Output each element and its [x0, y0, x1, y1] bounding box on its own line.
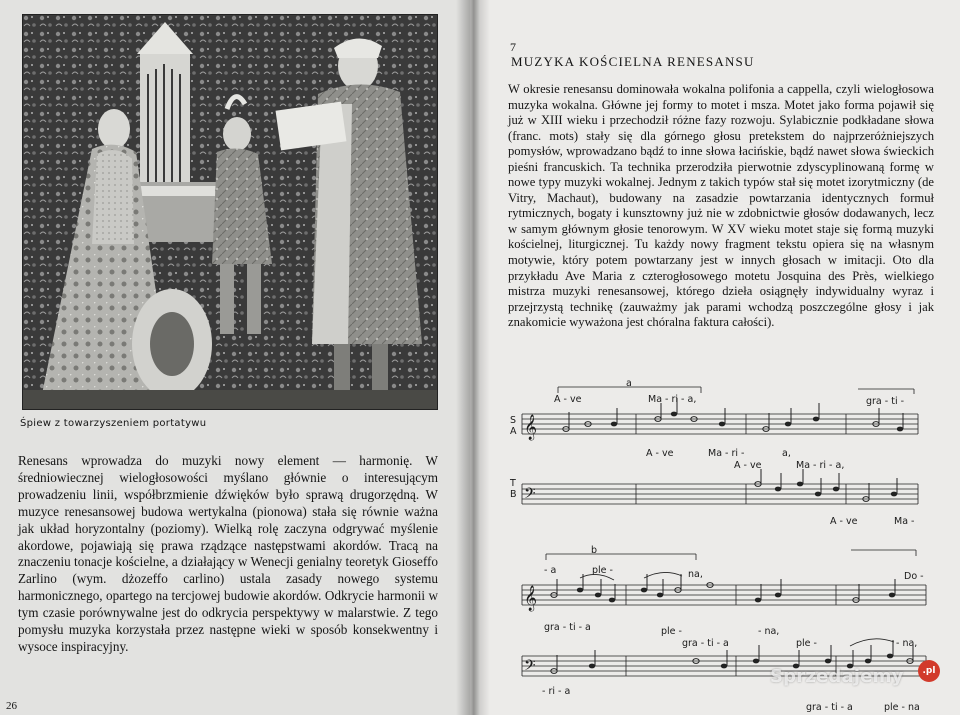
- lyrics-s1-low-2: Ma -: [894, 516, 915, 527]
- voice-label-b: B: [510, 489, 517, 500]
- watermark-badge: .pl: [918, 660, 940, 682]
- chapter-title: MUZYKA KOŚCIELNA RENESANSU: [511, 54, 755, 69]
- voice-label-t: T: [510, 478, 516, 489]
- lyrics-s2-top-1: - a: [544, 565, 557, 576]
- lyrics-s1-mid2-1: A - ve: [734, 460, 762, 471]
- lyrics-s2-low-1: - ri - a: [542, 686, 571, 697]
- lyrics-s2-mid2-2: ple -: [796, 638, 817, 649]
- lyrics-s2-mid2-3: - na,: [896, 638, 918, 649]
- lyrics-s1-mid-2: Ma - ri -: [708, 448, 745, 459]
- chapter-number: 7: [510, 40, 516, 54]
- lyrics-s2-top-3: na,: [688, 569, 703, 580]
- treble-clef-2: 𝄞: [524, 586, 538, 611]
- right-body-text: [508, 82, 934, 331]
- bass-clef-2: 𝄢: [524, 657, 536, 678]
- lyrics-s1-top-2: Ma - ri - a,: [648, 394, 697, 405]
- score-svg: [496, 372, 936, 715]
- lyrics-s2-mid-2: ple -: [661, 626, 682, 637]
- staff-bass-1: [522, 484, 918, 504]
- lyrics-s1-mid2-2: Ma - ri - a,: [796, 460, 845, 471]
- voice-label-s: S: [510, 415, 517, 426]
- lyrics-s2-low-2: gra - ti - a: [806, 702, 853, 713]
- music-score: [496, 372, 936, 715]
- lyrics-s2-top-4: Do -: [904, 571, 924, 582]
- lyrics-s2-mid-1: gra - ti - a: [544, 622, 591, 633]
- left-body-text: [18, 453, 438, 656]
- page-number-left: 26: [6, 700, 17, 712]
- bass-clef-1: 𝄢: [524, 485, 536, 506]
- section-bracket-a: [558, 378, 914, 394]
- section-bracket-b: [546, 545, 916, 560]
- treble-clef-1: 𝄞: [524, 415, 538, 440]
- tapestry-illustration: [22, 14, 438, 410]
- lyrics-s1-low-1: A - ve: [830, 516, 858, 527]
- lyrics-s2-mid2-1: gra - ti - a: [682, 638, 729, 649]
- section-label-b: b: [591, 545, 598, 556]
- lyrics-s1-mid-3: a,: [782, 448, 791, 459]
- lyrics-s2-top-2: ple -: [592, 565, 613, 576]
- lyrics-s1-mid-1: A - ve: [646, 448, 674, 459]
- lyrics-s2-low-3: ple - na: [884, 702, 920, 713]
- notes-staff-2: [755, 469, 897, 501]
- lyrics-s1-top-3: gra - ti -: [866, 396, 905, 407]
- left-page: [0, 0, 470, 715]
- paragraph-motet: W okresie renesansu dominowała wokalna polifonia a cappella, czyli wielogłosowa muzyka wokalna. Główne jej formy to motet i msza. Motet jako forma pojawił się już w XIII wieku i przechodził różne fazy rozwoju. Sylabicznie podkładane słowa (franc. mots) stały się dla górnego głosu pretekstem do najprzeróżniejszych pomysłów, wprowadzano bądź to inne słowa łacińskie, bądź nawet słowa świeckich pieśni francuskich. Ta technika przerodziła pierwotnie zdyscyplinowaną formę w nowe typy muzyki wokalnej. Jednym z takich typów stał się motet izorytmiczny (de Vitry, Machaut), budowany na zasadzie powtarzania identycznych formuł rytmicznych, bogaty i kunsztowny już nie w zdobnictwie głosów dodawanych, lecz w samym głównym głosie tenorowym. W XV wieku motet staje się formą muzyki kościelnej, liturgicznej. Tu każdy nowy fragment tekstu opiera się na własnym motywie, który potem powtarzany jest w innych głosach w imitacji. Oto dla przykładu Ave Maria z czterogłosowego motetu Josquina des Près, wielkiego mistrza muzyki renesansowej, którego dzieła osiągnęły indywidualny wyraz i przejrzystą technikę (zauważmy jak parami wchodzą poszczególne głosy i jak znakomicie wyważona jest chóralna faktura całości).: [508, 82, 934, 330]
- illustration-caption: Śpiew z towarzyszeniem portatywu: [20, 418, 207, 429]
- lyrics-s1-top-1: A - ve: [554, 394, 582, 405]
- tapestry-image: [22, 14, 438, 410]
- notes-staff-3: [551, 572, 895, 602]
- watermark-text: Sprzedajemy: [770, 666, 904, 687]
- section-label-a: a: [626, 378, 632, 389]
- notes-staff-1: [563, 398, 903, 431]
- lyrics-s2-mid-3: - na,: [758, 626, 780, 637]
- paragraph-harmony: Renesans wprowadza do muzyki nowy element — harmonię. W średniowiecznej wielogłosowości myślano głównie o interesującym prowadzeniu linii, współbrzmienie dźwięków było sprawą drugorzędną. W muzyce renesansowej budowa wertykalna (pionowa) stała się równie ważna jak układ horyzontalny (poziomy). Wielką rolę zaczyna odgrywać myślenie akordowe, pojawiają się prawa rządzące następstwami akordów. Tracą na znaczeniu tonacje kościelne, a działający w Wenecji genialny teoretyk Gioseffo Zarlino (wym. dżozeffo carlino) ustala zasady nowego systemu harmonicznego, opartego na tercjowej budowie akordów. Odkrycie harmonii w tym czasie porównywalne jest do odkrycia perspektywy w malarstwie. Z tego pomysłu muzyka korzystała przez następne wieki w sposób konsekwentny i wysoce inspiracyjny.: [18, 453, 438, 654]
- voice-label-a: A: [510, 426, 517, 437]
